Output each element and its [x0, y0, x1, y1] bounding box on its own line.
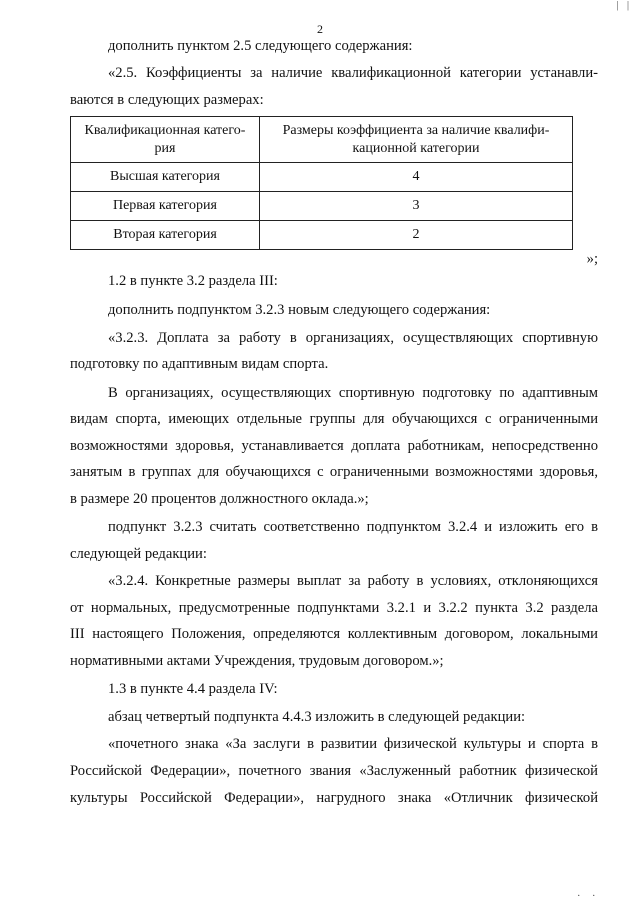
- paragraph-line: Российской Федерации», почетного звания «Заслуженный работник физической: [70, 763, 598, 779]
- paragraph-line: «3.2.4. Конкретные размеры выплат за работу в условиях, отклоняющихся: [108, 573, 598, 589]
- paragraph-line: занятым в группах для обучающихся с ограниченными возможностями здоровья,: [70, 464, 598, 480]
- paragraph-line: «2.5. Коэффициенты за наличие квалификационной категории устанавли-: [108, 65, 598, 81]
- paragraph-line: подпункт 3.2.3 считать соответственно подпунктом 3.2.4 и изложить его в: [108, 519, 598, 535]
- paragraph-line: «почетного знака «За заслуги в развитии физической культуры и спорта в: [108, 736, 598, 752]
- table-header-category: [71, 117, 260, 163]
- paragraph-line: абзац четвертый подпункта 4.4.3 изложить в следующей редакции:: [108, 709, 526, 725]
- coefficient-table: [70, 116, 573, 250]
- header-text: Квалификационная катего-: [84, 122, 246, 138]
- page-number: 2: [317, 22, 323, 36]
- table-cell-value: 3: [260, 192, 573, 221]
- table-cell-category: Высшая категория: [71, 163, 260, 192]
- paragraph-line: дополнить пунктом 2.5 следующего содержания:: [108, 38, 413, 54]
- table-cell-category: Первая категория: [71, 192, 260, 221]
- paragraph-line: подготовку по адаптивным видам спорта.: [70, 356, 329, 372]
- paragraph-line: ваются в следующих размерах:: [70, 92, 264, 108]
- table-cell-value: 2: [260, 221, 573, 250]
- table-header-row: [71, 117, 573, 163]
- scan-mark-top: | |: [616, 0, 632, 11]
- paragraph-line: следующей редакции:: [70, 546, 207, 562]
- table-cell-category: Вторая категория: [71, 221, 260, 250]
- paragraph-line: от нормальных, предусмотренные подпунктами 3.2.1 и 3.2.2 пункта 3.2 раздела: [70, 600, 598, 616]
- header-text: Размеры коэффициента за наличие квалифи-: [282, 122, 550, 138]
- paragraph-line: культуры Российской Федерации», нагрудного знака «Отличник физической: [70, 790, 598, 806]
- paragraph-line: 1.3 в пункте 4.4 раздела IV:: [108, 681, 278, 697]
- paragraph-line: в размере 20 процентов должностного оклада.»;: [70, 491, 369, 507]
- table-row: [71, 192, 573, 221]
- scan-mark-bottom: . .: [577, 888, 600, 899]
- paragraph-line: III настоящего Положения, определяются коллективным договором, локальными: [70, 626, 598, 642]
- paragraph-line: возможностями здоровья, устанавливается доплата работникам, непосредственно: [70, 438, 598, 454]
- header-text: кационной категории: [352, 140, 480, 156]
- table-row: [71, 221, 573, 250]
- paragraph-line: В организациях, осуществляющих спортивную подготовку по адаптивным: [108, 385, 598, 401]
- paragraph-line: нормативными актами Учреждения, трудовым договором.»;: [70, 653, 444, 669]
- closing-quote: »;: [586, 251, 598, 267]
- paragraph-line: видам спорта, имеющих отдельные группы для обучающихся с ограниченными: [70, 411, 598, 427]
- paragraph-line: «3.2.3. Доплата за работу в организациях, осуществляющих спортивную: [108, 330, 598, 346]
- paragraph-line: 1.2 в пункте 3.2 раздела III:: [108, 273, 278, 289]
- table-header-coefficient: [260, 117, 573, 163]
- header-text: рия: [154, 140, 176, 156]
- paragraph-line: дополнить подпунктом 3.2.3 новым следующего содержания:: [108, 302, 491, 318]
- table-cell-value: 4: [260, 163, 573, 192]
- table-row: [71, 163, 573, 192]
